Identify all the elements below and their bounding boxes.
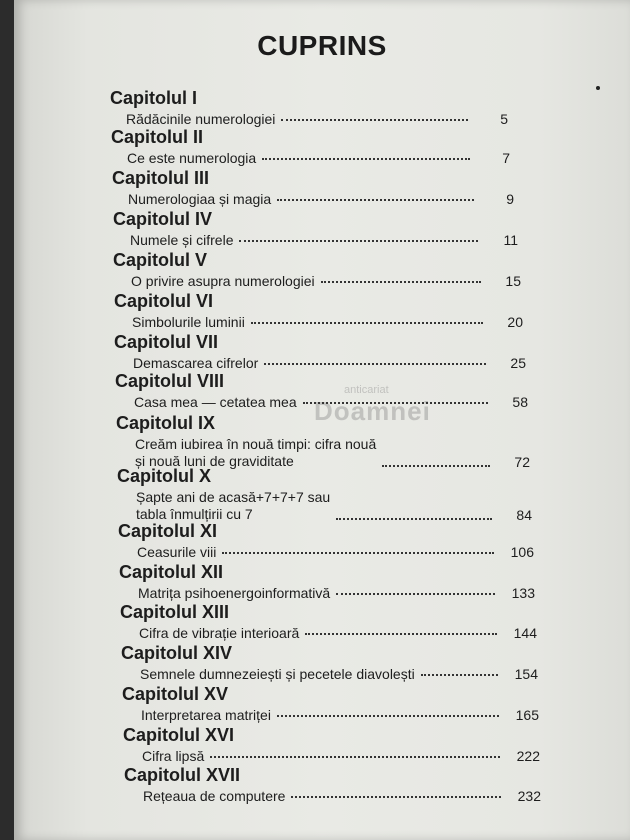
page-number: 9	[506, 191, 514, 207]
toc-entry	[14, 765, 630, 804]
chapter-title: Capitolul VI	[114, 291, 213, 311]
chapter-title: Capitolul XV	[122, 684, 229, 704]
dot-leader	[277, 715, 499, 717]
toc-line	[137, 544, 534, 560]
chapter-description: Numele și cifrele	[130, 232, 234, 248]
page-number: 222	[516, 748, 540, 764]
watermark-big: Doamnei	[314, 396, 431, 426]
toc-line	[126, 111, 508, 127]
toc-entry	[14, 562, 630, 601]
page-number: 25	[510, 355, 526, 371]
chapter-description: Numerologiaa și magia	[128, 191, 272, 207]
toc-line	[134, 394, 528, 410]
page-number: 11	[503, 232, 518, 248]
page-number: 58	[512, 394, 528, 410]
toc-line	[130, 232, 518, 248]
chapter-description: Cifra de vibrație interioară	[139, 625, 300, 641]
toc-line	[141, 707, 539, 723]
dot-leader	[303, 402, 488, 404]
dot-leader	[251, 322, 483, 324]
page-number: 133	[511, 585, 535, 601]
dot-leader	[210, 756, 500, 758]
chapter-description: Rădăcinile numerologiei	[126, 111, 276, 127]
toc-entry	[14, 371, 630, 410]
toc-entry	[14, 291, 630, 330]
toc-entry	[14, 684, 630, 723]
chapter-title: Capitolul VIII	[115, 371, 225, 391]
toc-entry	[14, 209, 630, 248]
dot-leader	[336, 593, 495, 595]
chapter-title: Capitolul VII	[114, 332, 219, 352]
toc-line	[142, 748, 540, 764]
dot-leader	[262, 158, 470, 160]
toc-line	[128, 191, 514, 207]
chapter-title: Capitolul XIV	[121, 643, 233, 663]
dot-leader	[305, 633, 497, 635]
dot-leader	[336, 518, 492, 520]
chapter-title: Capitolul XIII	[120, 602, 230, 622]
page-number: 20	[507, 314, 523, 330]
page-number: 72	[514, 454, 530, 470]
chapter-title: Capitolul XVII	[124, 765, 241, 785]
chapter-description: Rețeaua de computere	[143, 788, 286, 804]
chapter-title: Capitolul IX	[116, 413, 215, 433]
toc-line	[135, 436, 530, 470]
chapter-description: Ceasurile viii	[137, 544, 217, 560]
toc-entry	[14, 725, 630, 764]
chapter-description: și nouă luni de graviditate	[135, 453, 294, 469]
toc-line	[131, 273, 521, 289]
dot-leader	[421, 674, 498, 676]
page-title: CUPRINS	[257, 30, 387, 61]
toc-entry	[14, 250, 630, 289]
chapter-description: Ce este numerologia	[127, 150, 257, 166]
chapter-title: Capitolul XVI	[123, 725, 235, 745]
toc-entry	[14, 127, 630, 166]
chapter-title: Capitolul V	[113, 250, 207, 270]
chapter-description: Șapte ani de acasă+7+7+7 sau	[136, 489, 331, 505]
chapter-description: Casa mea — cetatea mea	[134, 394, 297, 410]
toc-entry	[14, 466, 630, 523]
toc-entry	[14, 168, 630, 207]
toc-line	[136, 489, 532, 523]
dot-leader	[239, 240, 478, 242]
chapter-title: Capitolul XII	[119, 562, 224, 582]
page-number: 5	[500, 111, 508, 127]
toc-entry	[14, 643, 630, 682]
chapter-description: Semnele dumnezeiești și pecetele diavolești	[140, 666, 415, 682]
dot-leader	[222, 552, 494, 554]
toc-entry	[14, 602, 630, 641]
page-number: 106	[510, 544, 534, 560]
toc-line	[143, 788, 541, 804]
page-number: 165	[515, 707, 539, 723]
page-number: 232	[517, 788, 541, 804]
chapter-title: Capitolul IV	[113, 209, 212, 229]
toc-line	[138, 585, 535, 601]
toc-entry	[14, 413, 630, 470]
toc-line	[139, 625, 537, 641]
chapter-description: Creăm iubirea în nouă timpi: cifra nouă	[135, 436, 377, 452]
chapter-title: Capitolul III	[112, 168, 209, 188]
dot-leader	[264, 363, 486, 365]
toc-line	[133, 355, 526, 371]
chapter-title: Capitolul I	[110, 88, 197, 108]
chapter-description: Cifra lipsă	[142, 748, 205, 764]
page-number: 15	[505, 273, 521, 289]
dot-leader	[321, 281, 481, 283]
watermark-small: anticariat	[344, 384, 389, 396]
page-number: 144	[513, 625, 537, 641]
toc-line	[132, 314, 523, 330]
page-number: 154	[514, 666, 538, 682]
chapter-description: O privire asupra numerologiei	[131, 273, 315, 289]
toc-entry	[14, 88, 630, 127]
page-number: 84	[516, 507, 532, 523]
dot-leader	[281, 119, 468, 121]
chapter-title: Capitolul X	[117, 466, 211, 486]
chapter-title: Capitolul II	[111, 127, 203, 147]
toc-line	[140, 666, 538, 682]
book-page	[14, 0, 630, 840]
chapter-description: Demascarea cifrelor	[133, 355, 259, 371]
toc-line	[127, 150, 510, 166]
toc-entry	[14, 332, 630, 371]
chapter-description: Interpretarea matriței	[141, 707, 271, 723]
toc-entry	[14, 521, 630, 560]
chapter-title: Capitolul XI	[118, 521, 217, 541]
chapter-description: tabla înmulțirii cu 7	[136, 506, 253, 522]
chapter-description: Simbolurile luminii	[132, 314, 245, 330]
dot-leader	[277, 199, 474, 201]
dot-leader	[291, 796, 501, 798]
chapter-description: Matrița psihoenergoinformativă	[138, 585, 331, 601]
page-number: 7	[502, 150, 510, 166]
